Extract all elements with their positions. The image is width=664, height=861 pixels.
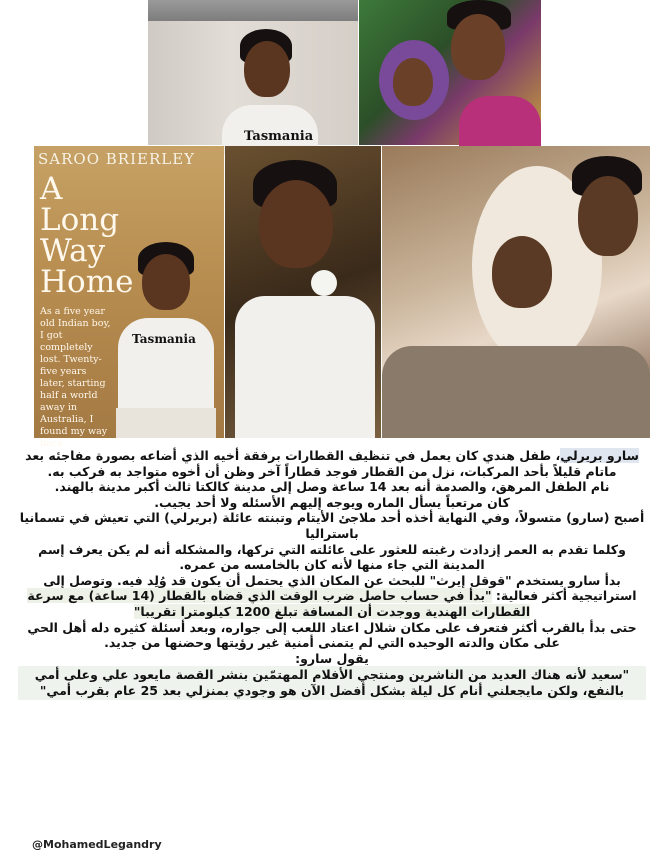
paragraph-fear: كان مرتعباً يسأل الماره ويوجه إليهم الأسئله ولا أحد يجيب.: [154, 494, 510, 510]
watermark: @MohamedLegandry: [32, 838, 162, 851]
photo-child-eating: [225, 146, 381, 438]
paragraph-intro-text: ، طفل هندي كان يعمل في تنظيف القطارات برفقة أخيه الذي أضاعه بصورة مفاجئه بعد ماتام قليلاً بأحد المركبات، نزل من القطار فوجد قطاراً آخر وظن أن أخوه متواجد به فركب به.: [25, 448, 617, 479]
paragraph-intro: [18, 448, 646, 479]
photo-top-strip: [148, 0, 358, 21]
paragraph-google-earth-text: بدأ سارو يستخدم "قوقل إيرث" للبحث عن المكان الذي يحتمل أن يكون قد وُلِد فيه. وتوصل إلى استراتيجية أكثر فعالية:: [43, 572, 637, 604]
book-title: A Long Way Home: [40, 171, 134, 300]
paragraph-search-desire: وكلما تقدم به العمر إزدادت رغبته للعثور على عائلته التي تركها، والمشكله أنه لم يكن يعرف إسم المدينة التي جاء منها لأنه كان بالخامسه من عمره.: [38, 541, 626, 573]
book-blurb: As a five year old Indian boy, I got completely lost. Twenty-five years later, starting half a world away in Australia, I found my way back.: [40, 306, 111, 449]
photo-reunion-top: [359, 0, 541, 145]
paragraph-arrival: نام الطفل المرهق، والصدمة أنه بعد 14 ساعة وصل إلى مدينة كالكتا ثالث أكبر مدينة بالهند.: [54, 479, 610, 495]
photo-reunion-hug: [382, 146, 650, 438]
paragraph-found-home: حتى بدأ بالقرب أكثر فتعرف على مكان شلال اعتاد اللعب إلى جواره، وبعد أسئلة كثيره دله أهل الحي على مكان والدته الوحيده التي لم يتمنى أمنية غير رؤيتها وحضنها من جديد.: [27, 619, 637, 651]
paragraph-adoption: أصبح (سارو) متسولاً، وفي النهاية أخذه أحد ملاجئ الأيتام وتبنته عائلة (بريرلي) التي تعيش في تسمانيا باستراليا: [19, 510, 645, 541]
says-label: يقول سارو:: [295, 650, 369, 666]
photo-child-portrait: [148, 21, 358, 145]
person-name: سارو بريرلي: [560, 448, 639, 463]
saroo-quote: "سعيد لأنه هناك العديد من الناشرين ومنتجي الأفلام المهتمّين بنشر القصة مايعود علي وعلى أمي بالنفع، ولكن مايجعلني أنام كل ليلة بشكل أفضل الآن هو وجودي بمنزلي بعد 25 عام بقرب أمي": [18, 666, 646, 699]
paragraph-google-earth: [18, 573, 646, 620]
book-cover: SAROO BRIERLEY A Long Way Home As a five year old Indian boy, I got completely lost. Twenty-five years later, starting half a world away in Australia, I found my way back. Tasmania: [34, 146, 224, 438]
book-author: SAROO BRIERLEY: [38, 150, 196, 168]
shirt-text: Tasmania: [244, 129, 314, 144]
calculation-highlight: "بدأ في حساب حاصل ضرب الوقت الذي قضاه بالقطار (14 ساعة) مع سرعة القطارات الهندية ووجدت أن المسافة تبلغ 1200 كيلومترا تقريبا": [27, 588, 531, 619]
article-body: [18, 448, 646, 700]
